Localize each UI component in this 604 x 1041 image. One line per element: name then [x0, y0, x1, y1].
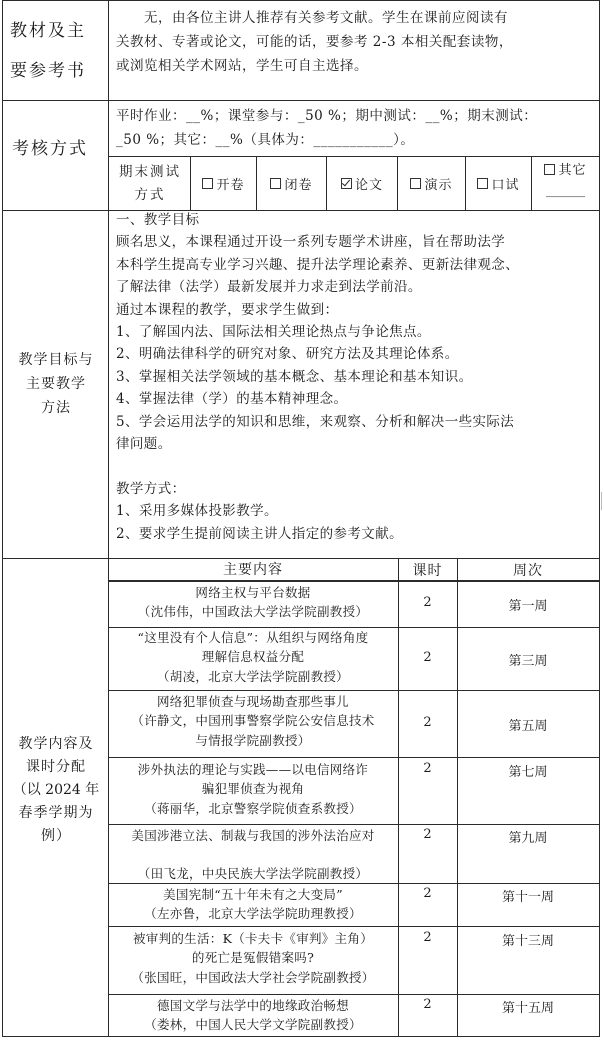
schedule-label-line: （以 2024 年	[12, 782, 100, 798]
assessment-weights-line1: 平时作业：__%；课堂参与：_50 %；期中测试：__%；期末测试：	[116, 108, 538, 124]
checkbox-icon[interactable]	[202, 178, 213, 189]
table-row-content	[110, 760, 396, 818]
option-label: 口试	[491, 178, 520, 193]
objectives-line: 本科学生提高专业学习兴趣、提升法学理论素养、更新法律观念、	[116, 256, 520, 273]
materials-label-line1: 教材及主	[10, 21, 86, 41]
table-row-content	[110, 885, 396, 924]
final-exam-label	[110, 161, 190, 207]
table-row-hours: 2	[423, 886, 432, 901]
table-row-content	[110, 929, 396, 987]
row-line: 美国涉港立法、制裁与我国的涉外法治应对	[131, 828, 375, 843]
objectives-line: 了解法律（法学）最新发展并力求走到法学前沿。	[116, 279, 422, 296]
option-label: 其它	[558, 163, 587, 178]
assessment-weights-line2: _50 %；其它：__%（具体为：___________）。	[116, 132, 415, 148]
table-row-week: 第五周	[508, 719, 548, 734]
row-line: （沈伟伟，中国政法大学法学院副教授）	[137, 604, 369, 620]
materials-line: 无，由各位主讲人推荐有关参考文献。学生在课前应阅读有	[144, 10, 508, 26]
schedule-label-line: 课时分配	[26, 759, 86, 775]
objectives-line: 1、了解国内法、国际法相关理论热点与争论焦点。	[116, 324, 431, 341]
row-line: 网络主权与平台数据	[195, 585, 311, 600]
row-line: （左亦鲁，北京大学法学院助理教授）	[144, 906, 362, 922]
table-row-week: 第九周	[508, 831, 548, 846]
checkbox-icon[interactable]	[544, 164, 555, 175]
objectives-line: 4、掌握法律（学）的基本精神理念。	[116, 391, 348, 408]
table-row-content	[110, 996, 396, 1035]
row-line: “这里没有个人信息”：从组织与网络角度	[137, 630, 369, 645]
option-label: 论文	[354, 178, 383, 193]
table-row-week: 第三周	[508, 654, 548, 669]
option-label: 演示	[424, 178, 453, 193]
header-hours: 课时	[412, 563, 443, 579]
row-line: 涉外执法的理论与实践——以电信网络诈	[137, 762, 369, 777]
table-row-hours: 2	[423, 595, 432, 610]
objectives-line: 通过本课程的教学，要求学生做到：	[116, 301, 339, 318]
checkbox-checked-icon[interactable]	[341, 178, 352, 189]
row-line: （娄林，中国人民大学文学院副教授）	[144, 1017, 362, 1033]
checkbox-icon[interactable]	[410, 178, 421, 189]
table-row-content	[110, 692, 396, 750]
option-paper[interactable]	[327, 157, 397, 210]
objectives-line: 5、学会运用法学的知识和思维，来观察、分析和解决一些实际法	[116, 413, 515, 430]
other-blank[interactable]: ______	[546, 183, 585, 198]
objectives-line: 教学方式：	[116, 480, 186, 497]
row-line: 被审判的生活：K（卡夫卡《审判》主角）	[132, 931, 374, 946]
row-line: 骗犯罪侦查为视角	[201, 781, 305, 797]
table-row-hours: 2	[423, 997, 432, 1012]
option-closed-book[interactable]	[257, 157, 326, 210]
schedule-label	[4, 733, 108, 848]
final-exam-label-line2: 方式	[134, 187, 166, 203]
final-exam-label-line1: 期末测试	[119, 164, 181, 180]
table-row-week: 第十三周	[501, 934, 554, 949]
materials-text	[116, 6, 596, 78]
table-row-content	[110, 583, 396, 622]
row-line: 美国宪制“五十年未有之大变局”	[163, 887, 343, 902]
option-open-book[interactable]	[191, 157, 256, 210]
materials-line: 或浏览相关学术网站，学生可自主选择。	[116, 58, 368, 74]
row-line	[110, 845, 396, 864]
assessment-weights	[116, 104, 598, 152]
objectives-label	[6, 348, 106, 420]
table-row-week: 第七周	[508, 765, 548, 780]
row-line: 德国文学与法学中的地缘政治畅想	[156, 998, 349, 1013]
option-other[interactable]	[532, 161, 599, 209]
materials-label-line2: 要参考书	[10, 61, 86, 81]
table-row-hours: 2	[423, 715, 432, 730]
row-line: （许静文，中国刑事警察学院公安信息技术	[131, 713, 375, 729]
schedule-label-line: 春季学期为	[18, 805, 94, 821]
option-label: 开卷	[216, 178, 245, 193]
objectives-line	[116, 455, 598, 477]
row-line: （胡凌，北京大学法学院副教授）	[156, 668, 349, 684]
table-row-hours: 2	[423, 827, 432, 842]
objectives-line: 3、掌握相关法学领域的基本概念、基本理论和基本知识。	[116, 368, 473, 385]
objectives-line: 律问题。	[116, 436, 172, 453]
checkbox-icon[interactable]	[270, 178, 281, 189]
row-line: 的死亡是冤假错案吗?	[191, 950, 315, 966]
row-line: （张国旺，中国政法大学社会学院副教授）	[131, 969, 375, 985]
objectives-line: 2、要求学生提前阅读主讲人指定的参考文献。	[116, 525, 403, 542]
table-row-hours: 2	[423, 650, 432, 665]
header-content: 主要内容	[223, 562, 283, 578]
table-row-week: 第一周	[508, 599, 548, 614]
assessment-label: 考核方式	[12, 139, 88, 159]
objectives-label-line3: 方法	[41, 400, 71, 416]
objectives-line: 顾名思义，本课程通过开设一系列专题学术讲座，旨在帮助法学	[116, 234, 506, 251]
objectives-line: 2、明确法律科学的研究对象、研究方法及其理论体系。	[116, 346, 459, 363]
header-week: 周次	[513, 563, 543, 579]
schedule-label-line: 教学内容及	[18, 736, 94, 752]
objectives-line: 一、教学目标	[116, 212, 200, 228]
materials-label	[10, 14, 106, 88]
table-row-hours: 2	[423, 930, 432, 945]
objectives-line: 1、采用多媒体投影教学。	[116, 503, 278, 520]
objectives-label-line2: 主要教学	[26, 376, 86, 392]
table-row-hours: 2	[423, 761, 432, 776]
row-line: 网络犯罪侦查与现场勘查那些事儿	[156, 694, 349, 709]
row-line: 理解信息权益分配	[201, 649, 305, 665]
table-row-content	[110, 826, 396, 884]
schedule-label-line: 例）	[41, 828, 71, 844]
table-row-week: 第十一周	[501, 890, 554, 905]
materials-line: 关教材、专著或论文，可能的话，要参考 2-3 本相关配套读物，	[116, 34, 513, 50]
row-line: （田飞龙，中央民族大学法学院副教授）	[137, 866, 369, 882]
row-line: （蒋丽华，北京警察学院侦查系教授）	[144, 800, 362, 816]
option-presentation[interactable]	[398, 157, 465, 210]
row-line: 与情报学院副教授）	[195, 732, 311, 748]
option-oral[interactable]	[466, 157, 531, 210]
objectives-text	[116, 209, 598, 545]
option-label: 闭卷	[284, 178, 313, 193]
checkbox-icon[interactable]	[477, 178, 488, 189]
table-row-week: 第十五周	[501, 1001, 554, 1016]
table-row-content	[110, 628, 396, 686]
objectives-label-line1: 教学目标与	[18, 352, 94, 368]
